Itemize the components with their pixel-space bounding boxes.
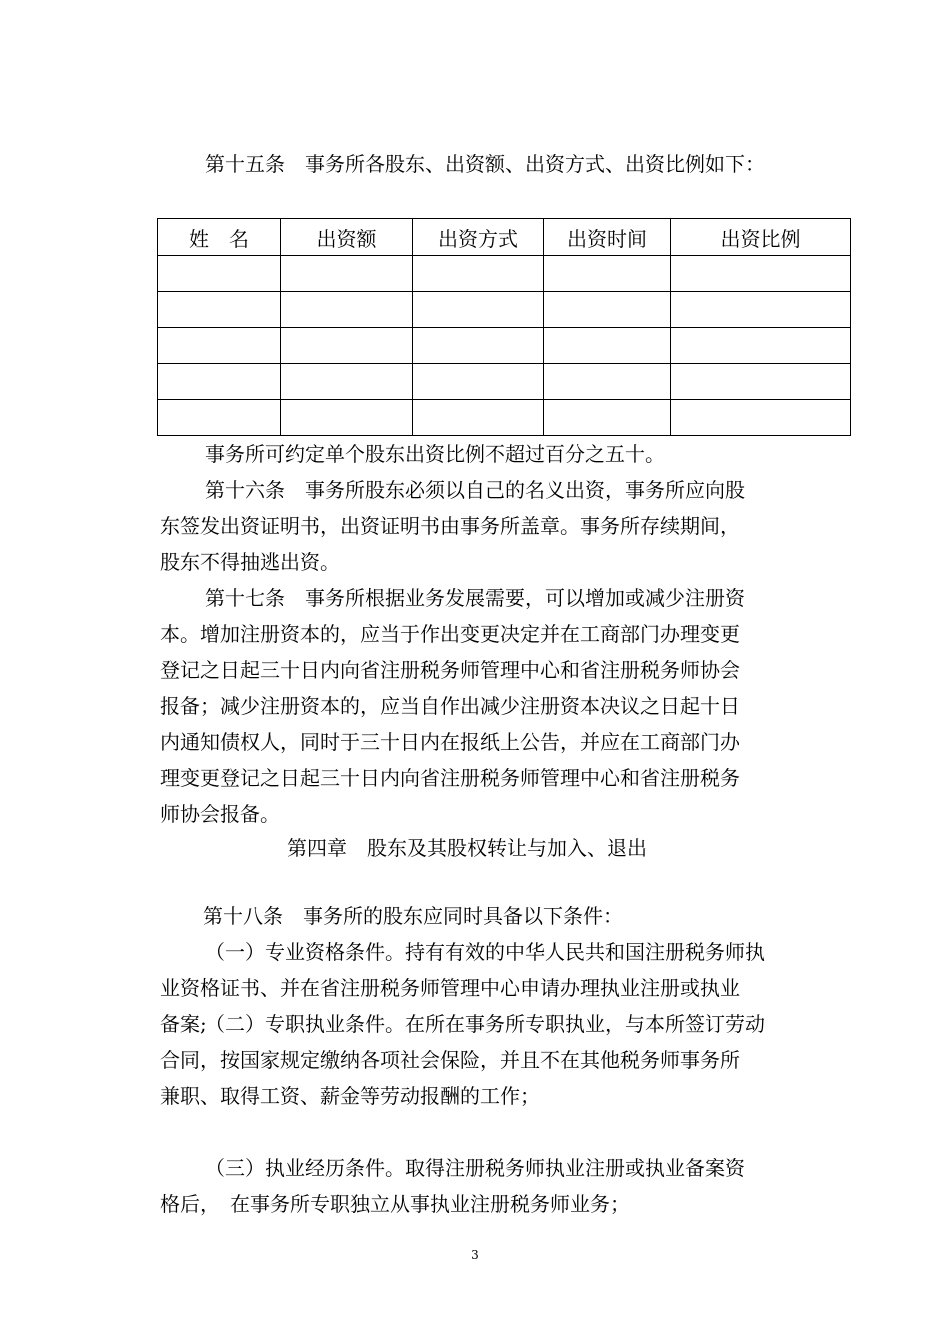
condition-item-1-line: 备案; xyxy=(160,1012,207,1036)
table-cell xyxy=(413,400,544,436)
table-header-row xyxy=(158,219,851,256)
page-number: 3 xyxy=(471,1248,479,1262)
condition-item-3-line: 格后， 在事务所专职独立从事执业注册税务师业务； xyxy=(160,1192,630,1216)
condition-item-2-line: 兼职、取得工资、薪金等劳动报酬的工作； xyxy=(160,1084,540,1108)
table-cell xyxy=(158,364,281,400)
article-17-line: 师协会报备。 xyxy=(160,802,280,826)
col-header-method: 出资方式 xyxy=(413,219,544,256)
chapter-4-title: 第四章 股东及其股权转让与加入、退出 xyxy=(287,836,647,860)
table-cell xyxy=(413,328,544,364)
table-cell xyxy=(671,292,851,328)
table-row xyxy=(158,256,851,292)
table-cell xyxy=(544,256,671,292)
table-row xyxy=(158,400,851,436)
table-cell xyxy=(671,256,851,292)
table-cell xyxy=(671,328,851,364)
table-cell xyxy=(281,400,413,436)
article-17 xyxy=(160,580,820,832)
article-17-line: 理变更登记之日起三十日内向省注册税务师管理中心和省注册税务 xyxy=(160,766,740,790)
col-header-ratio: 出资比例 xyxy=(671,219,851,256)
condition-item-1-line: （一）专业资格条件。持有有效的中华人民共和国注册税务师执 xyxy=(205,940,765,964)
table-cell xyxy=(158,400,281,436)
table-cell xyxy=(281,328,413,364)
table-row xyxy=(158,364,851,400)
condition-item-1-line: 业资格证书、并在省注册税务师管理中心申请办理执业注册或执业 xyxy=(160,976,740,1000)
contribution-limit-note: 事务所可约定单个股东出资比例不超过百分之五十。 xyxy=(205,442,665,466)
condition-item-3 xyxy=(160,1150,820,1222)
table-cell xyxy=(281,364,413,400)
table-cell xyxy=(671,400,851,436)
table-cell xyxy=(671,364,851,400)
col-header-name: 姓 名 xyxy=(158,219,281,256)
article-17-line: 内通知债权人，同时于三十日内在报纸上公告，并应在工商部门办 xyxy=(160,730,740,754)
article-17-line: 登记之日起三十日内向省注册税务师管理中心和省注册税务师协会 xyxy=(160,658,740,682)
article-18-heading: 第十八条 事务所的股东应同时具备以下条件： xyxy=(203,904,623,928)
table-cell xyxy=(544,292,671,328)
table-cell xyxy=(281,256,413,292)
table-cell xyxy=(413,364,544,400)
condition-item-2-line: 合同，按国家规定缴纳各项社会保险，并且不在其他税务师事务所 xyxy=(160,1048,740,1072)
condition-item-2-line: （二）专职执业条件。在所在事务所专职执业，与本所签订劳动 xyxy=(205,1012,765,1036)
shareholder-table xyxy=(157,218,851,436)
table-cell xyxy=(158,292,281,328)
table-cell xyxy=(413,292,544,328)
table-cell xyxy=(281,292,413,328)
table-cell xyxy=(158,256,281,292)
article-16-line: 第十六条 事务所股东必须以自己的名义出资，事务所应向股 xyxy=(205,478,745,502)
table-cell xyxy=(158,328,281,364)
table-cell xyxy=(544,364,671,400)
article-17-line: 本。增加注册资本的，应当于作出变更决定并在工商部门办理变更 xyxy=(160,622,740,646)
article-16-line: 东签发出资证明书，出资证明书由事务所盖章。事务所存续期间， xyxy=(160,514,740,538)
article-17-line: 报备；减少注册资本的，应当自作出减少注册资本决议之日起十日 xyxy=(160,694,740,718)
table-row xyxy=(158,292,851,328)
article-16 xyxy=(160,472,820,580)
article-15-heading: 第十五条 事务所各股东、出资额、出资方式、出资比例如下： xyxy=(205,152,765,176)
article-17-line: 第十七条 事务所根据业务发展需要，可以增加或减少注册资 xyxy=(205,586,745,610)
article-16-line: 股东不得抽逃出资。 xyxy=(160,550,340,574)
condition-item-2 xyxy=(160,1006,820,1114)
table-cell xyxy=(544,328,671,364)
col-header-time: 出资时间 xyxy=(544,219,671,256)
table-cell xyxy=(413,256,544,292)
table-cell xyxy=(544,400,671,436)
col-header-amount: 出资额 xyxy=(281,219,413,256)
table-row xyxy=(158,328,851,364)
condition-item-3-line: （三）执业经历条件。取得注册税务师执业注册或执业备案资 xyxy=(205,1156,745,1180)
